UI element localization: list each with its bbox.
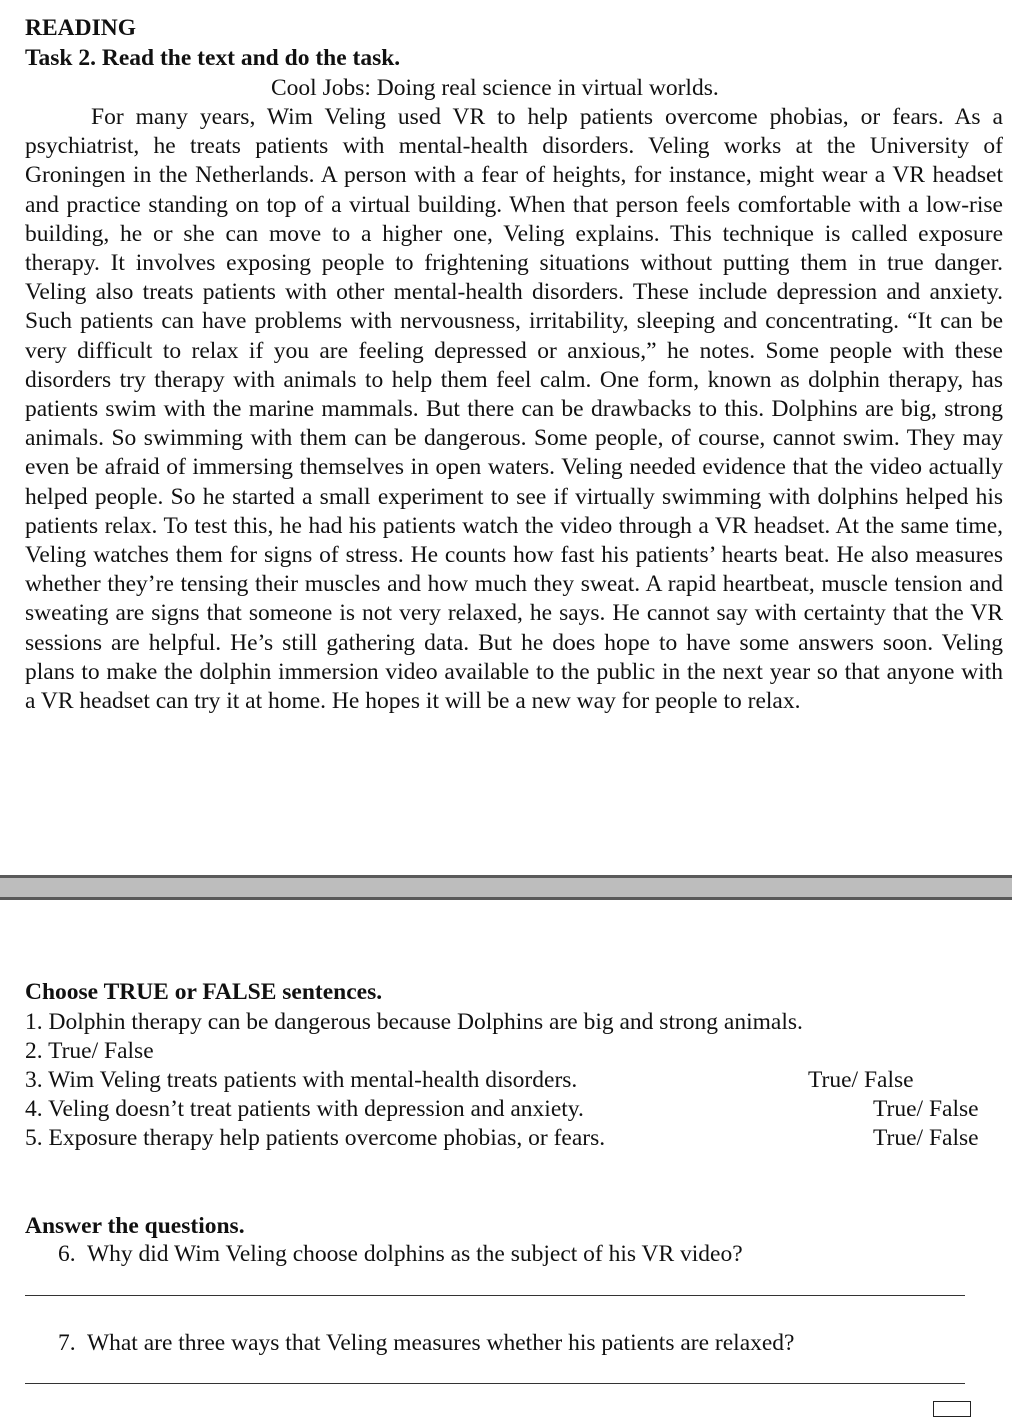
corner-box [933, 1401, 971, 1417]
tf-statement-5: 5. Exposure therapy help patients overcome phobias, or fears. [25, 1125, 606, 1151]
tf-statement-2[interactable]: 2. True/ False [25, 1038, 154, 1064]
question-7: 7. What are three ways that Veling measures whether his patients are relaxed? [58, 1330, 795, 1356]
answer-line-7[interactable] [25, 1383, 965, 1384]
tf-statement-4: 4. Veling doesn’t treat patients with depression and anxiety. [25, 1096, 584, 1122]
passage-text: For many years, Wim Veling used VR to help patients overcome phobias, or fears. As a psychiatrist, he treats patients with mental-health disorders. Veling works at the University of Groningen in the Netherlands. A person with a fear of heights, for instance, might wear a VR headset and practice standing on top of a virtual building. When that person feels comfortable with a low-rise building, he or she can move to a higher one, Veling explains. This technique is called exposure therapy. It involves exposing people to frightening situations without putting them in true danger. Veling also treats patients with other mental-health disorders. These include depression and anxiety. Such patients can have problems with nervousness, irritability, sleeping and concentrating. “It can be very difficult to relax if you are feeling depressed or anxious,” he notes. Some people with these disorders try therapy with animals to help them feel calm. One form, known as dolphin therapy, has patients swim with the marine mammals. But there can be drawbacks to this. Dolphins are big, strong animals. So swimming with them can be dangerous. Some people, of course, cannot swim. They may even be afraid of immersing themselves in open waters. Veling needed evidence that the video actually helped people. So he started a small experiment to see if virtually swimming with dolphins helped his patients relax. To test this, he had his patients watch the video through a VR headset. At the same time, Veling watches them for signs of stress. He counts how fast his patients’ hearts beat. He also measures whether they’re tensing their muscles and how much they sweat. A rapid heartbeat, muscle tension and sweating are signs that someone is not very relaxed, he says. He cannot say with certainty that the VR sessions are helpful. He’s still gathering data. But he does hope to have some answers soon. Veling plans to make the dolphin immersion video available to the public in the next year so that anyone with a VR headset can try it at home. He hopes it will be a new way for people to relax. [25, 104, 1003, 715]
article-title: Cool Jobs: Doing real science in virtual worlds. [271, 75, 719, 101]
answer-line-6[interactable] [25, 1295, 965, 1296]
tf-option-4[interactable]: True/ False [873, 1096, 979, 1122]
question-6: 6. Why did Wim Veling choose dolphins as the subject of his VR video? [58, 1241, 743, 1267]
tf-statement-1: 1. Dolphin therapy can be dangerous because Dolphins are big and strong animals. [25, 1009, 803, 1035]
tf-option-3[interactable]: True/ False [808, 1067, 914, 1093]
divider-band [0, 878, 1012, 897]
tf-option-5[interactable]: True/ False [873, 1125, 979, 1151]
section-heading: READING [25, 15, 136, 41]
reading-passage [25, 103, 1003, 716]
true-false-heading: Choose TRUE or FALSE sentences. [25, 979, 383, 1005]
divider-line-bottom [0, 897, 1012, 900]
task-heading: Task 2. Read the text and do the task. [25, 45, 401, 71]
questions-heading: Answer the questions. [25, 1213, 245, 1239]
tf-statement-3: 3. Wim Veling treats patients with mental-health disorders. [25, 1067, 578, 1093]
